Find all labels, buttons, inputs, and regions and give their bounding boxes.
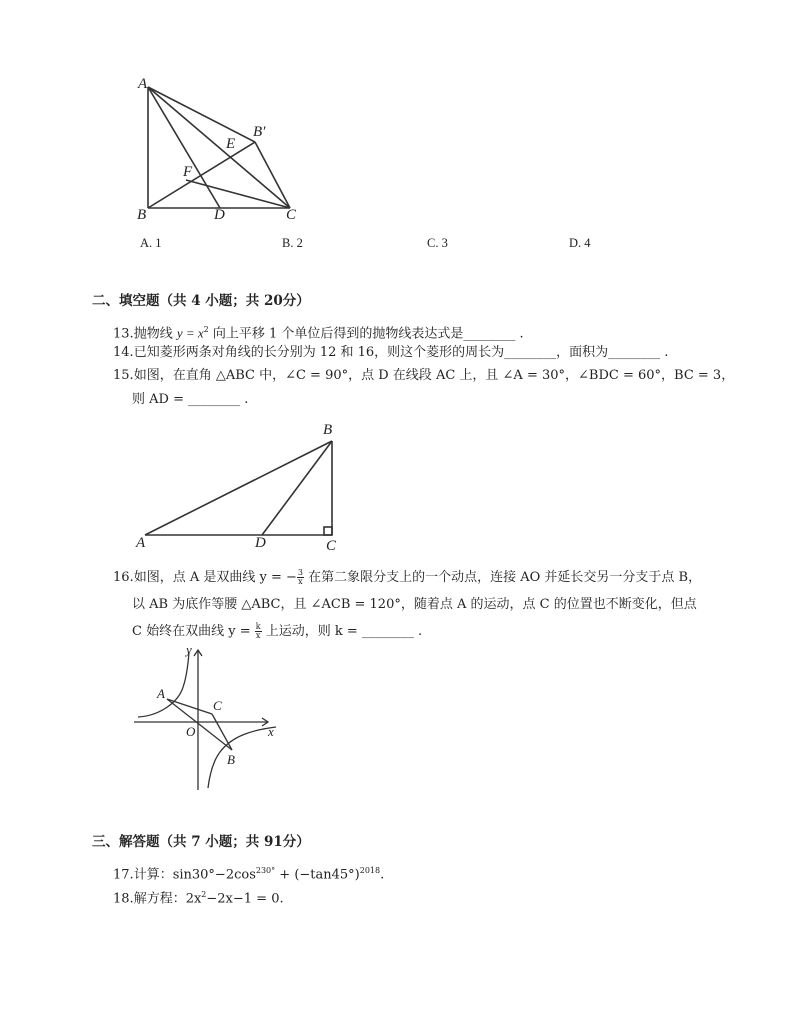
q18-pre: 解方程：2x (133, 891, 202, 907)
q15-number: 15. (113, 368, 134, 383)
q14-text: 已知菱形两条对角线的长分别为 12 和 16，则这个菱形的周长为________，面积为________ . (133, 345, 669, 360)
q13-expr: y = x (176, 325, 204, 341)
fig3-label-c: C (213, 698, 222, 713)
choice-b[interactable]: B. 2 (282, 236, 303, 250)
fig3-label-b: B (227, 752, 235, 767)
q16-line1-pre: 如图，点 A 是双曲线 y = − (133, 570, 297, 585)
question-16-line-2: 以 AB 为底作等腰 △ABC，且 ∠ACB = 120°，随着点 A 的运动，点 C 的位置也不断变化，但点 (132, 597, 697, 612)
q18-number: 18. (113, 891, 134, 907)
fig3-label-o: O (186, 724, 196, 739)
fig1-label-e: E (226, 136, 236, 152)
q16-frac2-num: k (255, 622, 261, 631)
choice-d[interactable]: D. 4 (569, 236, 591, 250)
q16-frac2-den: x (255, 631, 261, 640)
q17-exp1: 230° (255, 866, 276, 875)
fig1-label-d: D (214, 207, 225, 223)
fig3-label-x: x (268, 724, 274, 739)
fig3-label-y: y (186, 642, 192, 657)
q17-post: . (380, 867, 385, 883)
fig1-label-f: F (183, 164, 193, 180)
fig1-label-b: B (137, 207, 147, 223)
q13-pre: 抛物线 (133, 326, 177, 342)
question-15-line-2: 则 AD = ________ . (132, 392, 249, 407)
question-18 (113, 886, 284, 908)
fig1-label-c: C (286, 207, 297, 223)
q13-number: 13. (113, 326, 134, 342)
q15-line1: 如图，在直角 △ABC 中，∠C = 90°，点 D 在线段 AC 上，且 ∠A = 30°，∠BDC = 60°，BC = 3， (133, 368, 735, 383)
question-17 (113, 862, 384, 884)
section-3-title: 三、解答题（共 7 小题；共 91分） (92, 834, 310, 850)
q16-number: 16. (113, 570, 134, 585)
q16-line3-post: 上运动，则 k = ________ . (261, 624, 423, 639)
q17-mid: + (−tan45°) (275, 867, 360, 883)
fig3-label-a: A (157, 686, 165, 701)
section-2-title: 二、填空题（共 4 小题；共 20分） (92, 293, 310, 309)
q17-number: 17. (113, 867, 134, 883)
q18-exp: 2 (201, 890, 207, 899)
fig1-label-a: A (138, 76, 148, 92)
q16-frac1-num: 3 (297, 568, 303, 577)
fig2-label-a: A (136, 535, 146, 551)
q16-line3-pre: C 始终在双曲线 y = (132, 624, 255, 639)
q13-post: 向上平移 1 个单位后得到的抛物线表达式是________ . (208, 326, 524, 342)
q16-line1-post: 在第二象限分支上的一个动点，连接 AO 并延长交另一分支于点 B， (303, 570, 702, 585)
q14-number: 14. (113, 345, 134, 360)
q17-pre: 计算：sin30°−2cos (133, 867, 256, 883)
fig2-label-c: C (326, 538, 337, 554)
choice-c[interactable]: C. 3 (427, 236, 448, 250)
fig1-label-b-prime: B′ (253, 124, 266, 140)
fig2-label-b: B (323, 422, 333, 438)
choice-a[interactable]: A. 1 (140, 236, 162, 250)
q16-frac1-den: x (298, 577, 303, 586)
q18-post: −2x−1 = 0. (206, 891, 284, 907)
q13-exp: 2 (203, 325, 209, 334)
q17-exp2: 2018 (359, 866, 381, 875)
fig2-label-d: D (255, 535, 266, 551)
